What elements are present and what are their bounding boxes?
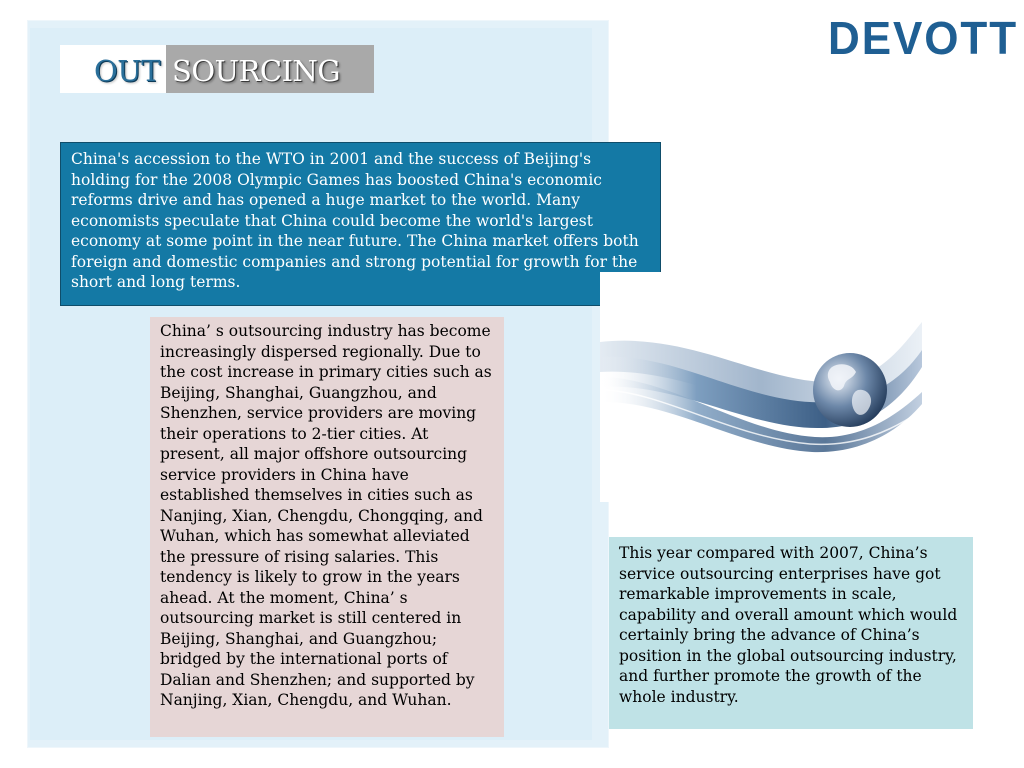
devott-logo	[826, 14, 1020, 60]
wto-paragraph: China's accession to the WTO in 2001 and the success of Beijing's holding for the 2008 Olympic Games has boosted China's economic reforms drive and has opened a huge market to the world. Many economists speculate that China could become the world's largest economy at some point in the near future. The China market offers both foreign and domestic companies and strong potential for growth for the short and long terms.	[71, 150, 639, 291]
wto-paragraph-box	[60, 142, 661, 306]
logo-text: DEVOTT	[828, 14, 1018, 60]
globe-swoosh-icon	[600, 272, 922, 502]
regional-paragraph-box	[150, 317, 504, 737]
regional-paragraph: China’ s outsourcing industry has become increasingly dispersed regionally. Due to the cost increase in primary cities such as Beijing, Shanghai, Guangzhou, and Shenzhen, service providers are moving their operations to 2-tier cities. At present, all major offshore outsourcing service providers in China have established themselves in cities such as Nanjing, Xian, Chengdu, Chongqing, and Wuhan, which has somewhat alleviated the pressure of rising salaries. This tendency is likely to grow in the years ahead. At the moment, China’ s outsourcing market is still centered in Beijing, Shanghai, and Guangzhou; bridged by the international ports of Dalian and Shenzhen; and supported by Nanjing, Xian, Chengdu, and Wuhan.	[160, 322, 492, 709]
growth-paragraph-box	[609, 537, 973, 729]
page-title-sourcing: SOURCING	[172, 54, 341, 88]
page-title-out: OUT	[94, 54, 161, 88]
growth-paragraph: This year compared with 2007, China’s service outsourcing enterprises have got remarkable improvements in scale, capability and overall amount which would certainly bring the advance of China’s position in the global outsourcing industry, and further promote the growth of the whole industry.	[619, 544, 958, 706]
globe-image	[600, 272, 922, 502]
